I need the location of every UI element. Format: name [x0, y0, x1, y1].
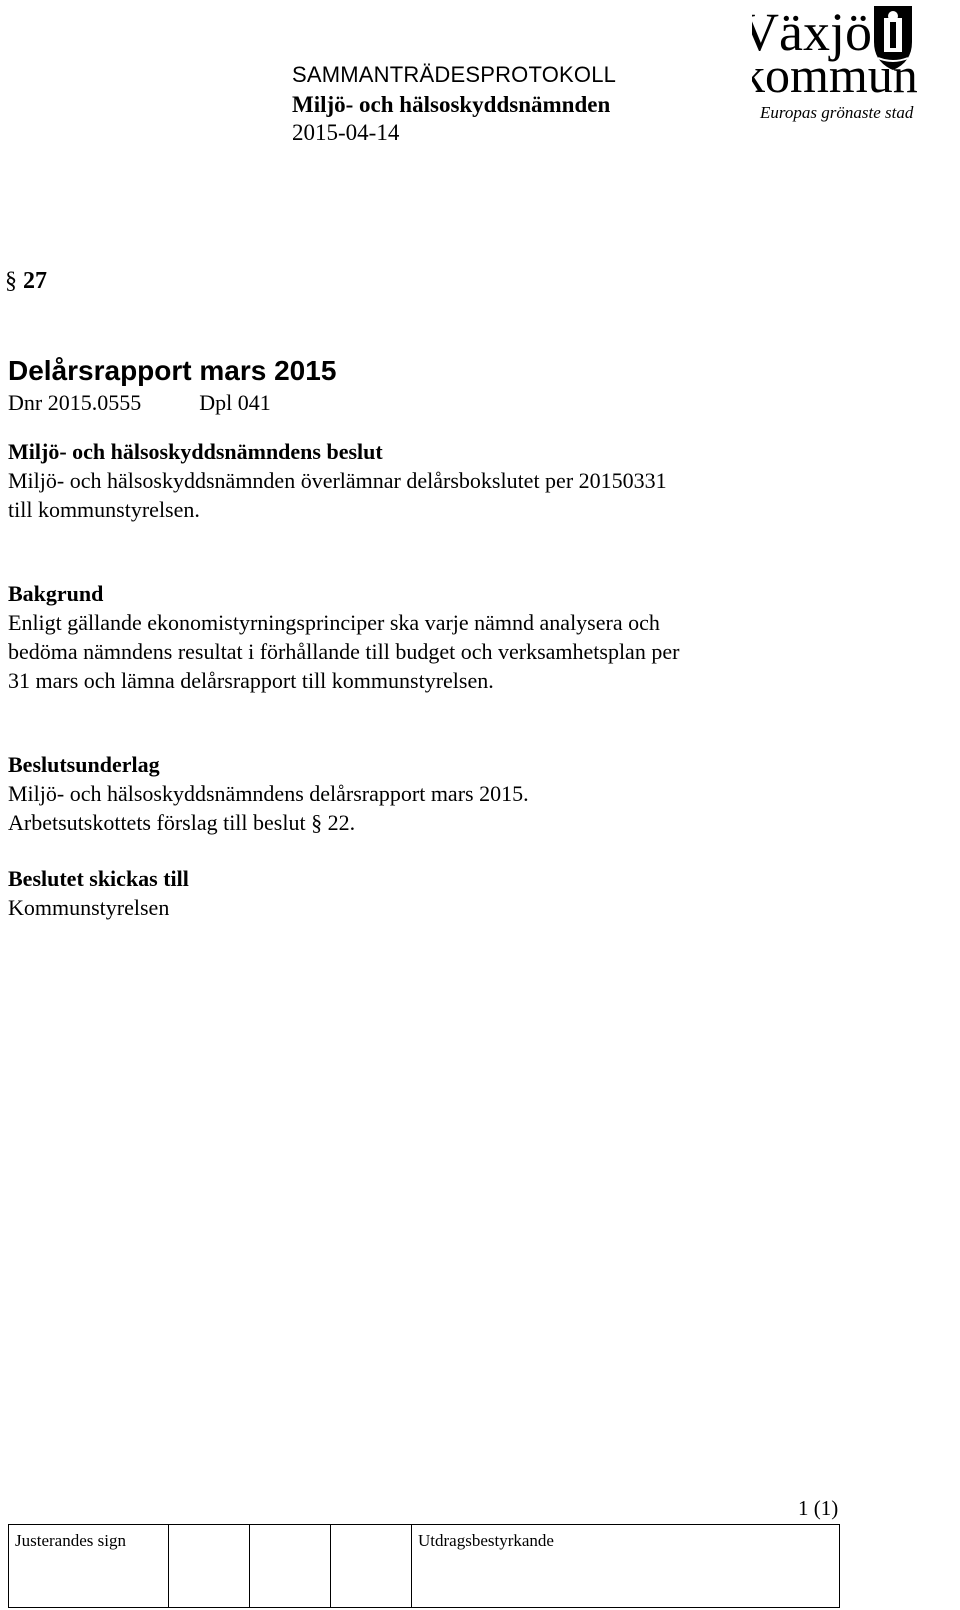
logo-line1: Växjö — [752, 2, 872, 62]
background-line: 31 mars och lämna delårsrapport till kommunstyrelsen. — [8, 668, 494, 693]
sign-label: Justerandes sign — [15, 1531, 126, 1550]
diary-number: Dnr 2015.0555 — [8, 390, 142, 415]
basis-heading: Beslutsunderlag — [8, 752, 160, 777]
committee-name: Miljö- och hälsoskyddsnämnden — [292, 92, 611, 117]
protocol-title: SAMMANTRÄDESPROTOKOLL — [292, 62, 617, 87]
background-section — [8, 579, 808, 695]
decision-line: Miljö- och hälsoskyddsnämnden överlämnar delårsbokslutet per 20150331 — [8, 468, 667, 493]
vaxjo-kommun-logo — [752, 0, 960, 132]
sign-cell — [331, 1525, 412, 1607]
logo-line2: kommun — [752, 47, 918, 103]
sent-to-heading: Beslutet skickas till — [8, 866, 189, 891]
logo-slogan: Europas grönaste stad — [760, 103, 914, 122]
signature-table — [8, 1524, 840, 1608]
meeting-date: 2015-04-14 — [292, 120, 400, 145]
sign-cell-utdrag — [412, 1525, 841, 1607]
decision-line: till kommunstyrelsen. — [8, 497, 200, 522]
sent-to-section — [8, 864, 808, 922]
basis-line: Arbetsutskottets förslag till beslut § 22. — [8, 810, 356, 835]
background-heading: Bakgrund — [8, 581, 104, 606]
background-line: Enligt gällande ekonomistyrningsprinciper ska varje nämnd analysera och — [8, 610, 660, 635]
dpl-number: Dpl 041 — [199, 390, 271, 415]
reference-line — [8, 390, 271, 416]
paragraph-number-value: 27 — [23, 268, 47, 294]
paragraph-number — [5, 268, 47, 295]
sign-cell-justerande — [9, 1525, 169, 1607]
section-symbol: § — [5, 268, 17, 294]
sign-cell — [250, 1525, 331, 1607]
background-line: bedöma nämndens resultat i förhållande till budget och verksamhetsplan per — [8, 639, 680, 664]
basis-line: Miljö- och hälsoskyddsnämndens delårsrapport mars 2015. — [8, 781, 529, 806]
decision-heading: Miljö- och hälsoskyddsnämndens beslut — [8, 439, 383, 464]
decision-section — [8, 437, 808, 524]
sent-to-line: Kommunstyrelsen — [8, 895, 170, 920]
certify-label: Utdragsbestyrkande — [418, 1531, 554, 1550]
sign-cell — [169, 1525, 250, 1607]
page-number: 1 (1) — [798, 1496, 839, 1520]
document-title: Delårsrapport mars 2015 — [8, 355, 337, 386]
basis-section — [8, 750, 808, 837]
